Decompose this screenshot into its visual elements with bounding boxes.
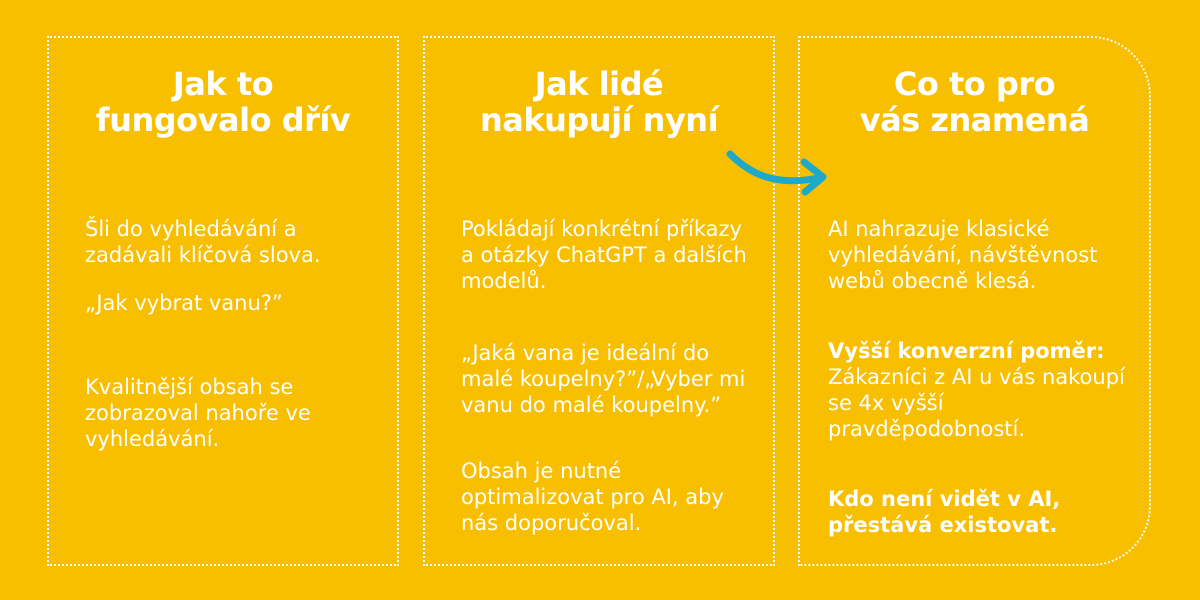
panel-text-3: Kvalitnější obsah se zobrazoval nahoře ve vyhledávání. [85,375,311,451]
panel-title [49,66,397,138]
panel-text-2: „Jak vybrat vanu?” [85,291,283,315]
panel-text-1: Pokládají konkrétní příkazy a otázky ChatGPT a dalších modelů. [461,217,747,293]
conversion-text: Zákazníci z AI u vás nakoupí se 4x vyšší pravděpodobností. [828,365,1125,441]
panel-text-2 [828,338,1129,442]
panel-before [47,36,399,566]
panel-title-line-1: Co to pro [893,65,1056,103]
panel-text-1: Šli do vyhledávání a zadávali klíčová slova. [85,217,321,267]
panel-title [800,66,1149,138]
conversion-label: Vyšší konverzní poměr: [828,339,1105,363]
panel-title-line-2: vás znamená [859,101,1090,139]
panel-text-1: AI nahrazuje klasické vyhledávání, návštěvnost webů obecně klesá. [828,217,1098,293]
panel-title-line-1: Jak to [172,65,274,103]
panel-title [425,66,773,138]
panel-title-line-2: nakupují nyní [479,101,719,139]
curved-arrow-right-icon [720,148,840,200]
panel-title-line-1: Jak lidé [534,65,664,103]
panel-text-3: Obsah je nutné optimalizovat pro AI, aby nás doporučoval. [461,459,724,535]
panel-title-line-2: fungovalo dřív [95,101,351,139]
panel-meaning [798,36,1151,566]
panel-text-2: „Jaká vana je ideální do malé koupelny?”/„Vyber mi vanu do malé koupelny.” [461,341,746,417]
panel-now [423,36,775,566]
panel-text-3: Kdo není vidět v AI, přestává existovat. [828,487,1061,537]
